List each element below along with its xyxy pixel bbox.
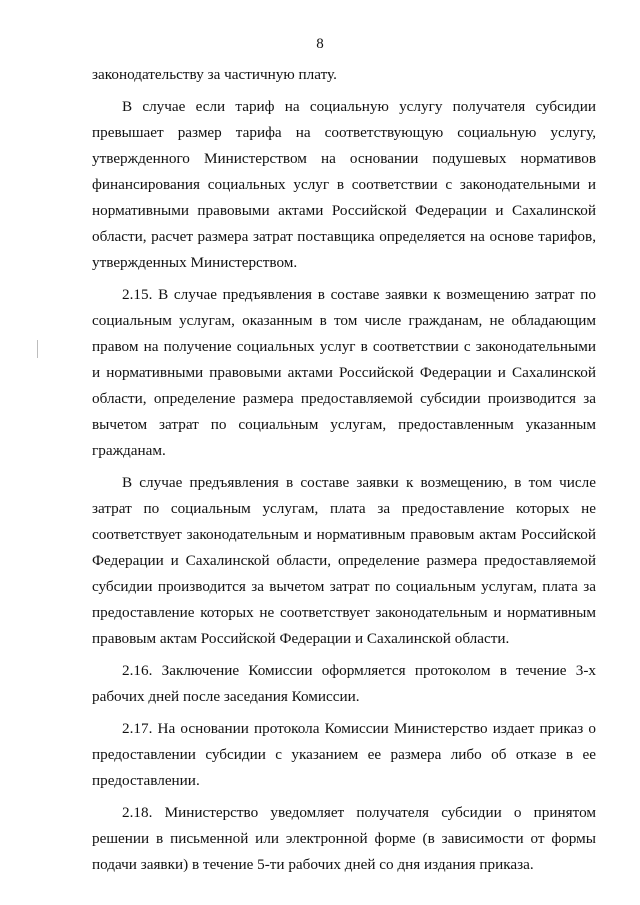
paragraph-2-17: 2.17. На основании протокола Комиссии Министерство издает приказ о предоставлении субсидии с указанием ее размера либо об отказе в ее предоставлении.: [92, 720, 596, 789]
page-number: 8: [316, 36, 324, 52]
paragraph-2-18: 2.18. Министерство уведомляет получателя субсидии о принятом решении в письменной или электронной форме (в зависимости от формы подачи заявки) в течение 5-ти рабочих дней со дня издания приказа.: [92, 804, 596, 873]
paragraph-2-16: 2.16. Заключение Комиссии оформляется протоколом в течение 3-х рабочих дней после заседания Комиссии.: [92, 662, 596, 705]
scan-margin-mark: [37, 340, 38, 358]
paragraph-continuation: законодательству за частичную плату.: [92, 66, 337, 83]
document-body: [92, 62, 596, 878]
paragraph-payment-mismatch: В случае предъявления в составе заявки к возмещению, в том числе затрат по социальным услугам, плата за предоставление которых не соответствует законодательным и нормативным правовым актам Российской Федерации и Сахалинской области, определение размера предоставляемой субсидии производится за вычетом затрат по социальным услугам, плата за предоставление которых не соответствует законодательным и нормативным правовым актам Российской Федерации и Сахалинской области.: [92, 474, 596, 647]
paragraph-tariff-excess: В случае если тариф на социальную услугу получателя субсидии превышает размер тарифа на соответствующую социальную услугу, утвержденного Министерством на основании подушевых нормативов финансирования социальных услуг в соответствии с законодательными и нормативными правовыми актами Российской Федерации и Сахалинской области, расчет размера затрат поставщика определяется на основе тарифов, утвержденных Министерством.: [92, 98, 596, 271]
paragraph-2-15: 2.15. В случае предъявления в составе заявки к возмещению затрат по социальным услугам, оказанным в том числе гражданам, не обладающим правом на получение социальных услуг в соответствии с законодательными и нормативными правовыми актами Российской Федерации и Сахалинской области, определение размера предоставляемой субсидии производится за вычетом затрат по социальным услугам, предоставленным указанным гражданам.: [92, 286, 596, 459]
